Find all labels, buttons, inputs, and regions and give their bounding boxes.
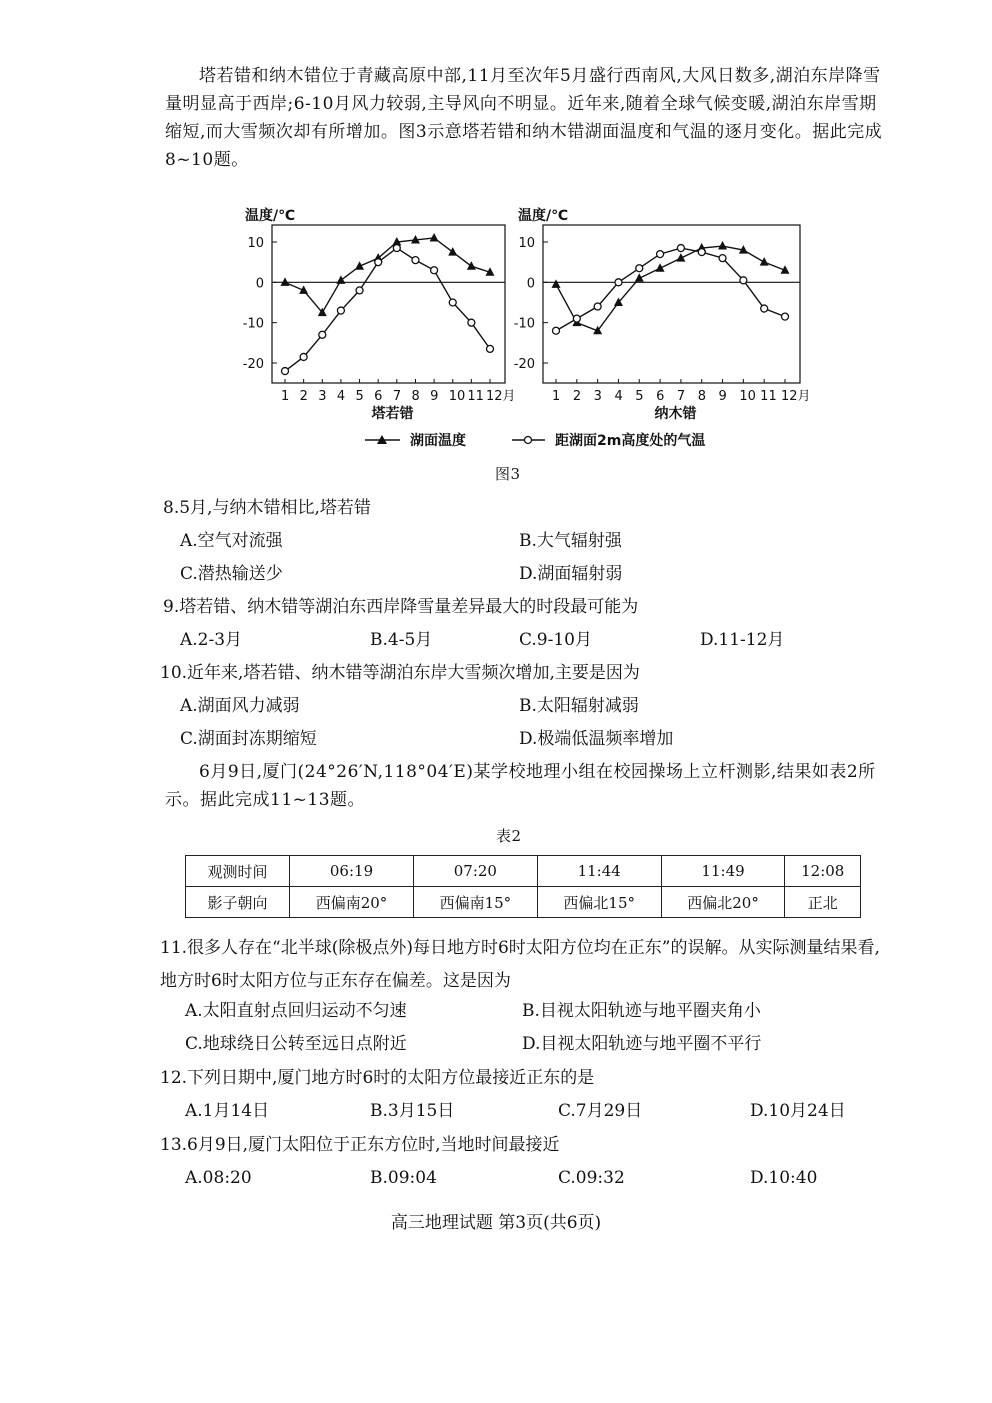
q13-option-c: C.09:32: [558, 1168, 625, 1188]
y-tick-label: -10: [513, 316, 535, 332]
y-tick-label: 0: [526, 276, 535, 292]
table-cell: 西偏北15°: [537, 887, 661, 918]
legend-lake: 湖面温度: [410, 433, 466, 449]
data-point-air: [636, 265, 643, 272]
q10-option-a: A.湖面风力减弱: [180, 696, 300, 716]
x-tick-label: 8: [411, 389, 420, 404]
x-tick-label: 5: [355, 389, 364, 404]
chart-tarocuo: [243, 207, 516, 422]
table-cell: 12:08: [785, 856, 861, 887]
x-tick-label: 1: [281, 389, 290, 404]
q11-option-a: A.太阳直射点回归运动不匀速: [185, 1001, 407, 1021]
q13-option-a: A.08:20: [185, 1168, 252, 1188]
q8-option-c: C.潜热输送少: [180, 564, 283, 584]
data-point-air: [719, 255, 726, 262]
data-point-air: [319, 331, 326, 338]
q12-option-c: C.7月29日: [558, 1101, 643, 1121]
x-tick-label: 1: [552, 389, 561, 404]
q13-option-b: B.09:04: [370, 1168, 437, 1188]
data-point-air: [300, 353, 307, 360]
q10-option-d: D.极端低温频率增加: [519, 729, 674, 749]
table-row: [186, 887, 861, 918]
data-point-air: [761, 305, 768, 312]
q12-stem: 12.下列日期中,厦门地方时6时的太阳方位最接近正东的是: [160, 1068, 595, 1088]
x-tick-label: 3: [593, 389, 602, 404]
x-tick-label: 2: [572, 389, 582, 404]
q9-option-d: D.11-12月: [700, 630, 785, 650]
q9-option-a: A.2-3月: [180, 630, 243, 650]
x-tick-label: 11: [467, 389, 484, 404]
q8-option-a: A.空气对流强: [180, 531, 283, 551]
table-cell: 07:20: [413, 856, 537, 887]
intro-paragraph: 塔若错和纳木错位于青藏高原中部,11月至次年5月盛行西南风,大风日数多,湖泊东岸降雪量明显高于西岸;6-10月风力较弱,主导风向不明显。近年来,随着全球气候变暖,湖泊东岸雪期缩短,而大雪频次却有所增加。图3示意塔若错和纳木错湖面温度和气温的逐月变化。据此完成8~10题。: [165, 66, 883, 170]
data-point-air: [677, 245, 684, 252]
chart-title: 纳木错: [654, 406, 697, 422]
q10-stem: 10.近年来,塔若错、纳木错等湖泊东岸大雪频次增加,主要是因为: [160, 663, 640, 683]
x-tick-label: 10: [739, 389, 756, 404]
data-point-air: [375, 259, 382, 266]
x-tick-label: 5: [635, 389, 644, 404]
data-point-air: [740, 277, 747, 284]
data-point-air: [553, 327, 560, 334]
data-point-lake: [718, 241, 727, 250]
y-axis-label: 温度/℃: [245, 208, 296, 224]
data-point-air: [282, 368, 289, 375]
x-tick-label: 8: [697, 389, 707, 404]
x-tick-label: 2: [299, 389, 308, 404]
q11-stem: 11.很多人存在“北半球(除极点外)每日地方时6时太阳方位均在正东”的误解。从实际测量结果看,地方时6时太阳方位与正东存在偏差。这是因为: [160, 938, 880, 991]
series-line-circle: [556, 248, 785, 331]
q12-option-a: A.1月14日: [185, 1101, 270, 1121]
data-point-air: [657, 251, 664, 258]
table-cell: 06:19: [290, 856, 414, 887]
table-cell: 西偏南20°: [290, 887, 414, 918]
data-point-air: [573, 315, 580, 322]
x-tick-label: 12月: [486, 389, 516, 404]
q9-option-b: B.4-5月: [370, 630, 433, 650]
data-point-air: [594, 303, 601, 310]
table-caption: 表2: [496, 827, 522, 845]
y-tick-label: 10: [247, 236, 264, 251]
q9-stem: 9.塔若错、纳木错等湖泊东西岸降雪量差异最大的时段最可能为: [163, 597, 639, 617]
x-tick-label: 3: [318, 389, 327, 404]
q9-option-c: C.9-10月: [519, 630, 592, 650]
y-tick-label: -20: [513, 357, 535, 372]
data-point-air: [337, 307, 344, 314]
series-line-circle: [285, 248, 490, 371]
figure-3: [0, 200, 992, 470]
series-line-triangle: [556, 246, 785, 331]
table-cell: 观测时间: [186, 856, 290, 887]
q11-option-c: C.地球绕日公转至远日点附近: [185, 1034, 407, 1054]
y-tick-label: -20: [242, 357, 264, 372]
data-point-lake: [336, 275, 345, 284]
table-cell: 影子朝向: [186, 887, 290, 918]
data-point-air: [356, 287, 363, 294]
table-cell: 正北: [785, 887, 861, 918]
table-cell: 西偏北20°: [661, 887, 785, 918]
data-point-air: [487, 345, 494, 352]
q12-option-d: D.10月24日: [750, 1101, 846, 1121]
table-row: [186, 856, 861, 887]
q11-option-d: D.目视太阳轨迹与地平圈不平行: [522, 1034, 762, 1054]
x-tick-label: 6: [374, 389, 383, 404]
data-point-air: [782, 313, 789, 320]
table-cell: 11:49: [661, 856, 785, 887]
q8-stem: 8.5月,与纳木错相比,塔若错: [163, 498, 371, 518]
x-tick-label: 6: [656, 389, 665, 404]
data-point-air: [393, 245, 400, 252]
data-point-lake: [430, 233, 439, 242]
x-tick-label: 7: [676, 389, 686, 404]
x-tick-label: 9: [430, 389, 439, 404]
q11-option-b: B.目视太阳轨迹与地平圈夹角小: [522, 1001, 761, 1021]
q10-option-c: C.湖面封冻期缩短: [180, 729, 317, 749]
q13-stem: 13.6月9日,厦门太阳位于正东方位时,当地时间最接近: [160, 1135, 560, 1155]
x-tick-label: 11: [760, 389, 777, 404]
series-line-triangle: [285, 238, 490, 313]
q8-option-b: B.大气辐射强: [519, 531, 622, 551]
data-point-lake: [467, 261, 476, 270]
q10-option-b: B.太阳辐射减弱: [519, 696, 639, 716]
q8-option-d: D.湖面辐射弱: [519, 564, 623, 584]
data-point-air: [468, 319, 475, 326]
x-tick-label: 12月: [781, 389, 811, 404]
legend: [365, 432, 705, 449]
data-point-air: [698, 249, 705, 256]
x-tick-label: 10: [448, 389, 466, 404]
data-point-lake: [281, 277, 290, 286]
table-cell: 11:44: [537, 856, 661, 887]
data-point-air: [449, 299, 456, 306]
data-point-lake: [552, 279, 561, 288]
y-tick-label: -10: [242, 316, 264, 332]
page-footer: 高三地理试题 第3页(共6页): [390, 1213, 602, 1233]
legend-circle-marker: [525, 437, 532, 444]
intro2-paragraph: 6月9日,厦门(24°26′N,118°04′E)某学校地理小组在校园操场上立杆测影,结果如表2所示。据此完成11~13题。: [165, 762, 876, 810]
x-tick-label: 4: [336, 389, 346, 404]
y-axis-label: 温度/℃: [518, 208, 569, 224]
legend-air: 距湖面2m高度处的气温: [555, 433, 706, 449]
data-point-lake: [448, 247, 457, 256]
q13-option-d: D.10:40: [750, 1168, 818, 1188]
y-tick-label: 0: [255, 276, 264, 292]
table-cell: 西偏南15°: [413, 887, 537, 918]
data-point-air: [412, 257, 419, 264]
data-point-lake: [760, 257, 769, 266]
data-point-air: [615, 279, 622, 286]
x-tick-label: 7: [392, 389, 402, 404]
x-tick-label: 4: [614, 389, 623, 404]
chart-namucuo: [514, 207, 811, 422]
y-tick-label: 10: [518, 236, 535, 251]
table-2: [185, 855, 861, 918]
chart-title: 塔若错: [371, 406, 414, 422]
q12-option-b: B.3月15日: [370, 1101, 455, 1121]
x-tick-label: 9: [718, 389, 727, 404]
data-point-air: [431, 267, 438, 274]
figure-caption: 图3: [495, 465, 521, 483]
